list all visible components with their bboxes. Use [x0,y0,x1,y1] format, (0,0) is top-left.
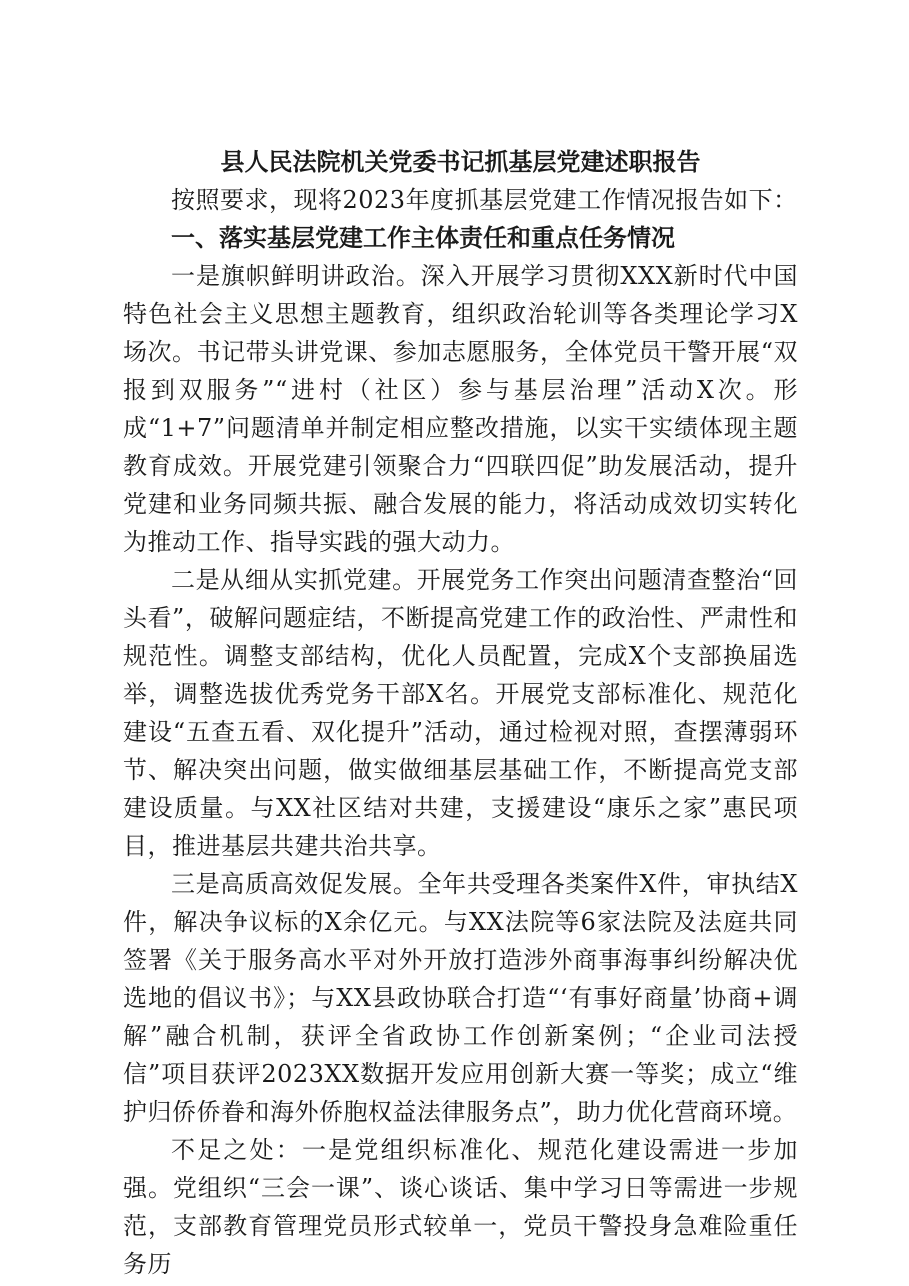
paragraph-shortcomings: 不足之处：一是党组织标准化、规范化建设需进一步加强。党组织“三会一课”、谈心谈话、集中学习日等需进一步规范，支部教育管理党员形式较单一，党员干警投身急难险重任务历 [123,1136,798,1278]
document-title: 县人民法院机关党委书记抓基层党建述职报告 [220,147,701,176]
paragraph-party-building: 二是从细从实抓党建。开展党务工作突出问题清查整治“回头看”，破解问题症结，不断提高党建工作的政治性、严肃性和规范性。调整支部结构，优化人员配置，完成X个支部换届选举，调整选拔优秀党务干部X名。开展党支部标准化、规范化建设“五查五看、双化提升”活动，通过检视对照，查摆薄弱环节、解决突出问题，做实做细基层基础工作，不断提高党支部建设质量。与XX社区结对共建，支援建设“康乐之家”惠民项目，推进基层共建共治共享。 [123,566,798,860]
section-heading: 一、落实基层党建工作主体责任和重点任务情况 [171,224,675,252]
paragraph-development: 三是高质高效促发展。全年共受理各类案件X件，审执结X件，解决争议标的X余亿元。与XX法院等6家法院及法庭共同签署《关于服务高水平对外开放打造涉外商事海事纠纷解决优选地的倡议书》；与XX县政协联合打造“‘有事好商量’协商+调解”融合机制，获评全省政协工作创新案例；“企业司法授信”项目获评2023XX数据开发应用创新大赛一等奖；成立“维护归侨侨眷和海外侨胞权益法律服务点”，助力优化营商环境。 [123,870,798,1126]
intro-paragraph: 按照要求，现将2023年度抓基层党建工作情况报告如下： [171,186,798,214]
paragraph-politics: 一是旗帜鲜明讲政治。深入开展学习贯彻XXX新时代中国特色社会主义思想主题教育，组织政治轮训等各类理论学习X场次。书记带头讲党课、参加志愿服务，全体党员干警开展“双报到双服务”“进村（社区）参与基层治理”活动X次。形成“1+7”问题清单并制定相应整改措施，以实干实绩体现主题教育成效。开展党建引领聚合力“四联四促”助发展活动，提升党建和业务同频共振、融合发展的能力，将活动成效切实转化为推动工作、指导实践的强大动力。 [123,262,798,556]
document-body [123,143,798,1283]
